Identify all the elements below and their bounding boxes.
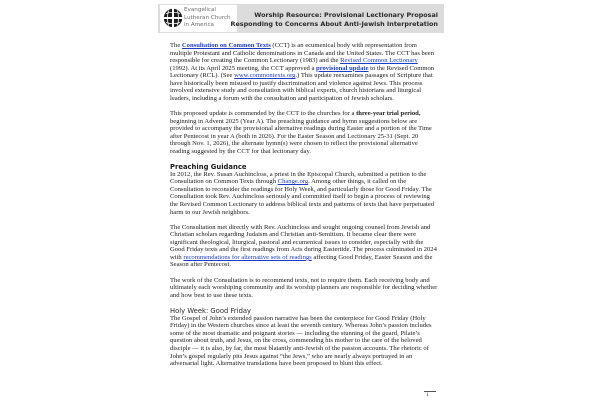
text: .) This update reexamines passages of Scripture that have historically been misused to justify discrimination and violence against Jews. This process involved extensive study and consultation with biblical experts, church historians and liturgical leaders, including a forum with the consultation and participation of Jewish scholars. (170, 72, 433, 102)
title-line-2: Responding to Concerns About Anti-Jewish Interpretation (230, 19, 438, 28)
heading-good-friday: Holy Week: Good Friday (170, 306, 252, 315)
preaching-paragraph-3: The work of the Consultation is to recommend texts, not to require them. Each receiving body and ultimately each worshiping community and its worship planners are responsible for deciding whether and how best to use these texts. (170, 276, 438, 299)
good-friday-paragraph: The Gospel of John’s extended passion narrative has been the centerpiece for Good Friday (Holy Friday) in the Western churches since at least the seventh century. Whereas John’s passion includes some of the most dramatic and poignant stories — including the stunning of the guard, Pilate’s question about truth, and Jesus, on the cross, commending his mother to the care of the beloved disciple — it is also, by far, the most blatantly anti-Jewish of the passion accounts. The rhetoric of John’s gospel regularly pits Jesus against “the Jews,” who are nearly always portrayed in an adversarial light. Alternative translations have been proposed to blunt this effect. (170, 314, 432, 368)
link-consultation-common-texts[interactable]: Consultation on Common Texts (181, 42, 271, 49)
logo-line: Lutheran Church (184, 14, 231, 21)
link-revised-common-lectionary[interactable]: Revised Common Lectionary (340, 57, 418, 65)
intro-paragraph-2 (170, 110, 438, 155)
globe-cross-icon (163, 8, 183, 28)
page-number: 1 (426, 392, 429, 398)
link-change-org[interactable]: Change.org (277, 178, 309, 186)
heading-preaching-guidance: Preaching Guidance (170, 162, 247, 171)
title-line-1: Worship Resource: Provisional Lectionary Proposal (254, 11, 438, 19)
link-commontexts-site[interactable]: www.commontexts.org (234, 72, 296, 80)
link-provisional-update[interactable]: provisional update (316, 64, 369, 72)
intro-paragraph-1 (170, 42, 438, 102)
text: This proposed update is commended by the CCT to the churches for a (170, 109, 357, 117)
text: In 2012, the Rev. Susan Auchincloss, a priest in the Episcopal Church, submitted a petition to the Consultation on Common Texts through (170, 170, 427, 186)
logo-wordmark (184, 7, 231, 30)
text: . Among other things, it called on the Consultation to reconsider the readings for Holy Week, and particularly those for Good Friday. The Consultation took Rev. Auchincloss seriously and committed itself to begin a process of reviewing the Revised Common Lectionary to address biblical texts and patterns of texts that have perpetuated harm to our Jewish neighbors. (170, 178, 435, 216)
document-title (231, 11, 438, 28)
text: to the Revised Common Lectionary (RCL). (See (170, 64, 435, 80)
logo-line: Evangelical (184, 7, 216, 13)
link-recommendations[interactable]: recommendations for alternative sets of readings (183, 253, 312, 261)
trial-period-emphasis: three-year trial period, (356, 109, 421, 117)
elca-logo (160, 5, 237, 32)
preaching-paragraph-2 (170, 224, 438, 269)
document-body (170, 42, 438, 375)
document-page (158, 0, 444, 400)
text: (1992). At its April 2025 meeting, the CCT approved a (170, 64, 317, 72)
text: (CCT) is an ecumenical body with representation from multiple Protestant and Catholic denominations in Canada and the United States. The CCT has been responsible for creating the Common Lectionary (1983) and the (170, 42, 435, 65)
text: affecting Good Friday, Easter Season and the Season after Pentecost. (170, 253, 433, 269)
document-header (158, 4, 444, 33)
preaching-paragraph-1 (170, 171, 438, 216)
text: The Consultation met directly with Rev. Auchincloss and sought ongoing counsel from Jewish and Christian scholars regarding Judaism and Christian anti-Semitism. It became clear there were significant theological, liturgical, pastoral and ecumenical issues to consider, especially with the Good Friday texts and the first readings from Acts during Eastertide. The process culminated in 2024 with (170, 223, 437, 261)
text: beginning in Advent 2025 (Year A). The preaching guidance and hymn suggestions below are provided to accompany the provisional alternative readings during Easter and a portion of the Time after Pentecost in year A (both in 2026). For the Easter Season and Lectionary 25-31 (Sept. 20 through Nov. 1, 2026), the alternate hymn(s) were chosen to reflect the provisional alternative reading suggested by the CCT for that lectionary day. (170, 117, 432, 155)
logo-line: in America (184, 22, 214, 29)
text: The (170, 42, 182, 49)
